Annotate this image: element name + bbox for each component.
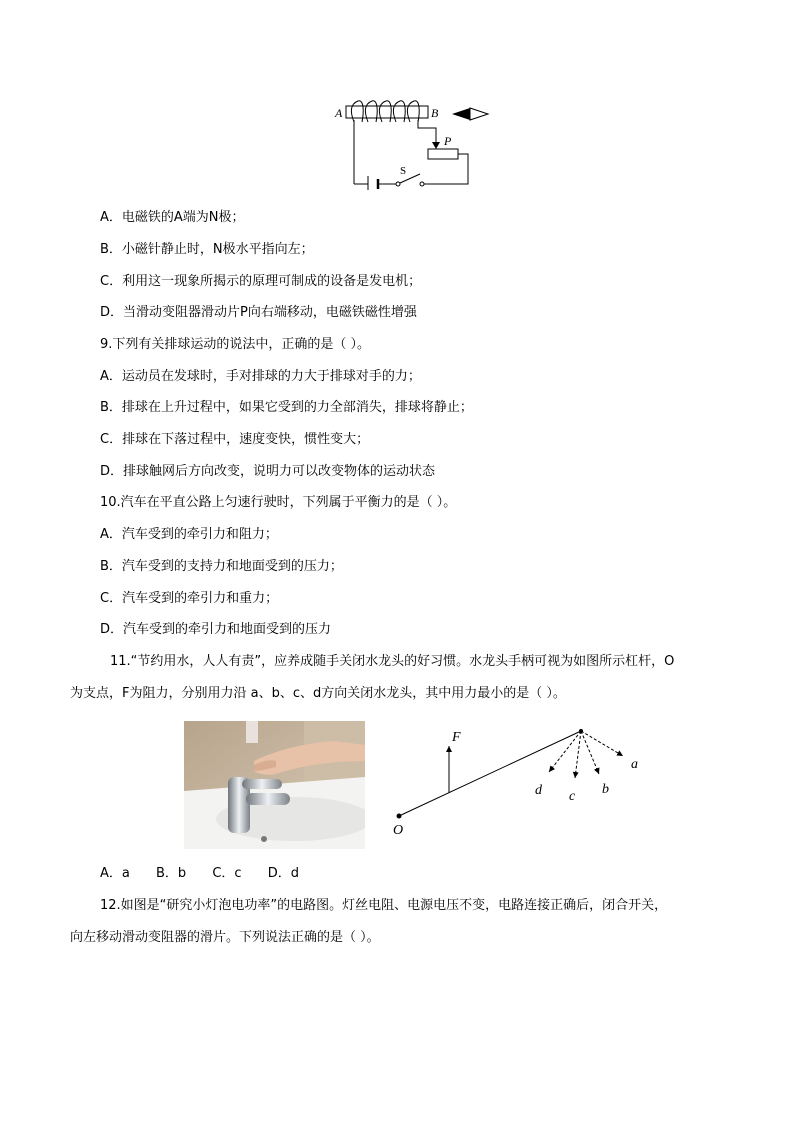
label-p: P (444, 134, 452, 148)
compass-needle-icon (452, 108, 488, 120)
label-b: B (431, 106, 439, 120)
q11-option-c: C．c (212, 866, 242, 881)
label-o: O (393, 823, 404, 838)
label-f: F (452, 730, 461, 745)
q9-option-b: B．排球在上升过程中，如果它受到的力全部消失，排球将静止； (100, 400, 473, 415)
faucet-photo (184, 721, 365, 849)
force-direction-arrows (549, 731, 623, 778)
label-s: S (400, 165, 407, 177)
q10-option-b: B．汽车受到的支持力和地面受到的压力； (100, 559, 343, 574)
label-c-dir: c (569, 789, 576, 804)
q11-stem-line2: 为支点，F为阻力，分别用力沿 a、b、c、d方向关闭水龙头，其中用力最小的是（ ）。 (70, 686, 566, 701)
fulcrum-point (397, 814, 402, 819)
q9-stem: 9.下列有关排球运动的说法中，正确的是（ ）。 (100, 337, 371, 352)
rheostat (428, 149, 458, 159)
q11-option-d: D．d (267, 866, 299, 881)
electromagnet-circuit-figure (330, 98, 490, 190)
q9-option-c: C．排球在下落过程中，速度变快，惯性变大； (100, 432, 370, 447)
label-a: A (335, 106, 343, 120)
label-b-dir: b (602, 782, 609, 797)
q9-option-a: A．运动员在发球时，手对排球的力大于排球对手的力； (100, 369, 421, 384)
label-d-dir: d (535, 783, 542, 798)
q12-stem-line1: 12.如图是“研究小灯泡电功率”的电路图。灯丝电阻、电源电压不变，电路连接正确后，闭合开关， (100, 898, 668, 913)
q10-option-d: D．汽车受到的牵引力和地面受到的压力 (100, 622, 332, 637)
battery-icon (368, 176, 378, 190)
q8-option-b: B．小磁针静止时，N极水平指向左； (100, 242, 314, 257)
q12-stem-line2: 向左移动滑动变阻器的滑片。下列说法正确的是（ ）。 (70, 930, 380, 945)
rheostat-slider-arrow (432, 142, 440, 149)
q11-stem-line1: 11.“节约用水，人人有责”，应养成随手关闭水龙头的好习惯。水龙头手柄可视为如图所示杠杆，O (110, 654, 675, 669)
q11-options (100, 864, 321, 884)
q11-option-a: A．a (100, 866, 130, 881)
q9-option-d: D．排球触网后方向改变，说明力可以改变物体的运动状态 (100, 464, 436, 479)
lever-bar (399, 731, 581, 816)
q8-option-c: C．利用这一现象所揭示的原理可制成的设备是发电机； (100, 274, 422, 289)
lever-diagram (385, 722, 655, 842)
q10-option-a: A．汽车受到的牵引力和阻力； (100, 527, 278, 542)
q10-stem: 10.汽车在平直公路上匀速行驶时，下列属于平衡力的是（ ）。 (100, 495, 457, 510)
q8-option-d: D．当滑动变阻器滑动片P向右端移动，电磁铁磁性增强 (100, 305, 417, 320)
q10-option-c: C．汽车受到的牵引力和重力； (100, 591, 279, 606)
q11-option-b: B．b (156, 866, 187, 881)
solenoid-core (346, 106, 428, 118)
label-a-dir: a (631, 757, 638, 772)
q8-option-a: A．电磁铁的A端为N极； (100, 210, 245, 225)
